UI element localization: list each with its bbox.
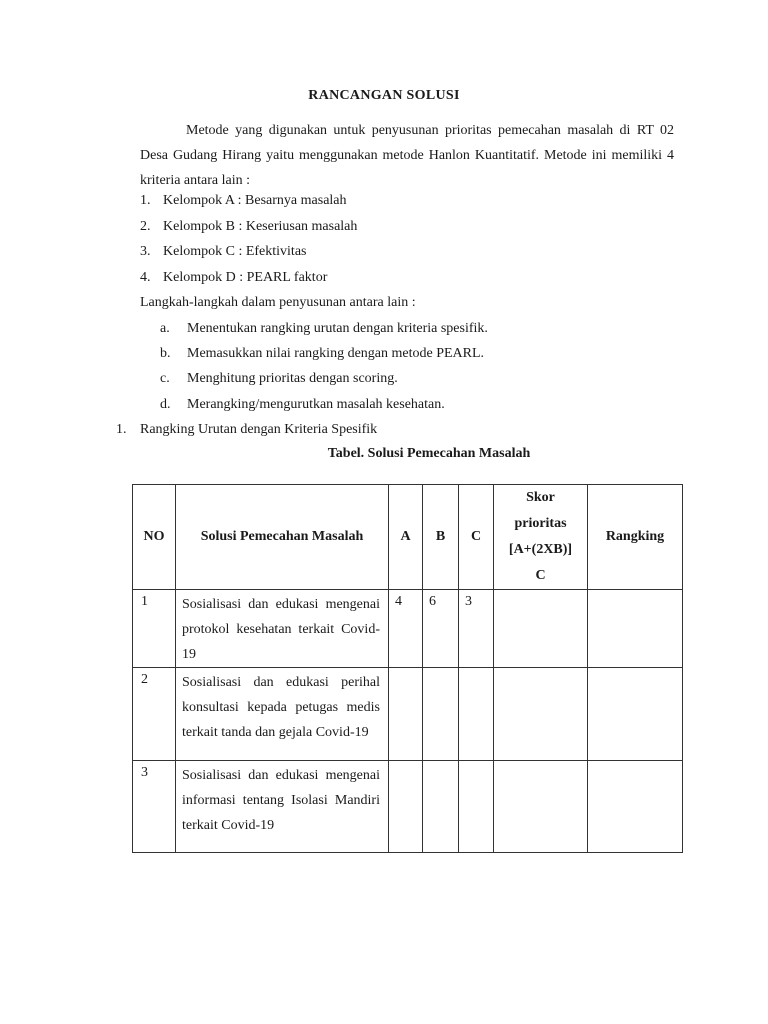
criteria-item: Kelompok A : Besarnya masalah bbox=[163, 193, 347, 208]
criteria-number: 1. bbox=[140, 193, 151, 208]
header-a: A bbox=[389, 485, 423, 590]
cell-b bbox=[423, 761, 459, 853]
cell-b bbox=[423, 668, 459, 761]
header-no: NO bbox=[133, 485, 176, 590]
solution-table bbox=[132, 484, 683, 853]
table-row bbox=[133, 668, 683, 761]
header-b: B bbox=[423, 485, 459, 590]
criteria-number: 2. bbox=[140, 219, 151, 234]
cell-rank bbox=[588, 668, 683, 761]
intro-text: Metode yang digunakan untuk penyusunan prioritas pemecahan masalah di RT 02 Desa Gudang Hirang yaitu menggunakan metode Hanlon Kuantitatif. Metode ini memiliki 4 kriteria antara lain : bbox=[140, 123, 674, 188]
cell-solution: Sosialisasi dan edukasi mengenai protokol kesehatan terkait Covid-19 bbox=[176, 590, 389, 668]
step-item: Menentukan rangking urutan dengan kriteria spesifik. bbox=[187, 321, 488, 336]
intro-paragraph bbox=[140, 118, 674, 193]
cell-solution: Sosialisasi dan edukasi perihal konsultasi kepada petugas medis terkait tanda dan gejala Covid-19 bbox=[176, 668, 389, 761]
cell-c bbox=[459, 668, 494, 761]
cell-a bbox=[389, 668, 423, 761]
cell-a bbox=[389, 761, 423, 853]
section-heading: Rangking Urutan dengan Kriteria Spesifik bbox=[140, 422, 378, 437]
header-score bbox=[494, 485, 588, 590]
header-score-line: C bbox=[535, 568, 546, 583]
step-item: Memasukkan nilai rangking dengan metode PEARL. bbox=[187, 346, 485, 361]
table-row bbox=[133, 761, 683, 853]
header-c: C bbox=[459, 485, 494, 590]
cell-no: 2 bbox=[133, 668, 176, 761]
cell-b: 6 bbox=[423, 590, 459, 668]
cell-rank bbox=[588, 761, 683, 853]
criteria-number: 3. bbox=[140, 244, 151, 259]
cell-solution: Sosialisasi dan edukasi mengenai informasi tentang Isolasi Mandiri terkait Covid-19 bbox=[176, 761, 389, 853]
steps-intro: Langkah-langkah dalam penyusunan antara lain : bbox=[140, 295, 416, 310]
step-letter: d. bbox=[160, 397, 171, 412]
cell-c bbox=[459, 761, 494, 853]
header-rank: Rangking bbox=[588, 485, 683, 590]
criteria-number: 4. bbox=[140, 270, 151, 285]
cell-c: 3 bbox=[459, 590, 494, 668]
table-caption: Tabel. Solusi Pemecahan Masalah bbox=[327, 446, 531, 461]
header-solution: Solusi Pemecahan Masalah bbox=[176, 485, 389, 590]
cell-no: 1 bbox=[133, 590, 176, 668]
step-letter: a. bbox=[160, 321, 170, 336]
cell-no: 3 bbox=[133, 761, 176, 853]
table-row bbox=[133, 590, 683, 668]
criteria-item: Kelompok C : Efektivitas bbox=[163, 244, 307, 259]
header-score-line: [A+(2XB)] bbox=[508, 542, 573, 557]
step-letter: b. bbox=[160, 346, 171, 361]
step-item: Menghitung prioritas dengan scoring. bbox=[187, 371, 398, 386]
cell-score bbox=[494, 761, 588, 853]
section-number: 1. bbox=[116, 422, 127, 437]
header-score-line: prioritas bbox=[514, 516, 567, 531]
table-header-row bbox=[133, 485, 683, 590]
cell-score bbox=[494, 590, 588, 668]
cell-rank bbox=[588, 590, 683, 668]
document-title: RANCANGAN SOLUSI bbox=[308, 88, 460, 103]
step-item: Merangking/mengurutkan masalah kesehatan. bbox=[187, 397, 445, 412]
criteria-item: Kelompok D : PEARL faktor bbox=[163, 270, 328, 285]
header-score-line: Skor bbox=[526, 490, 555, 505]
criteria-item: Kelompok B : Keseriusan masalah bbox=[163, 219, 358, 234]
cell-score bbox=[494, 668, 588, 761]
step-letter: c. bbox=[160, 371, 170, 386]
cell-a: 4 bbox=[389, 590, 423, 668]
